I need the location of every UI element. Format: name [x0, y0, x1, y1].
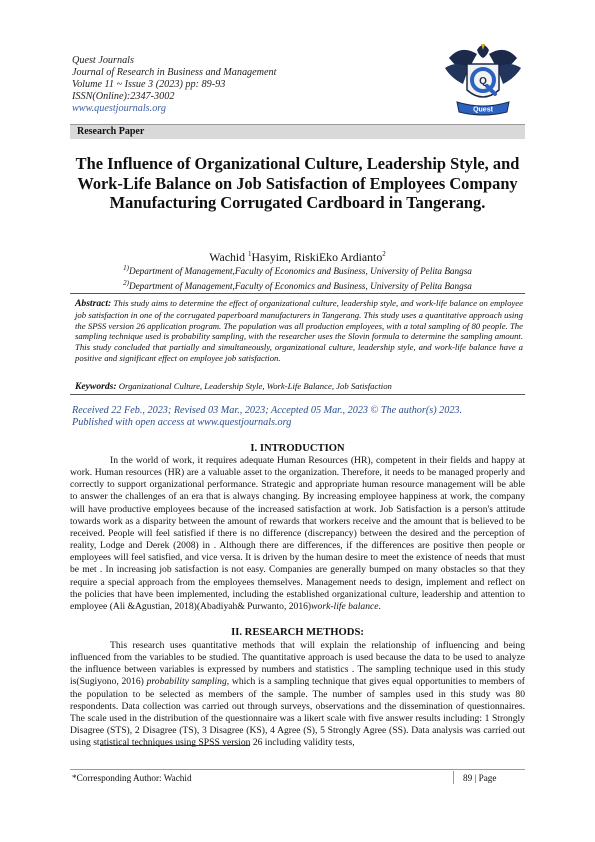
keywords-text: Organizational Culture, Leadership Style, Work-Life Balance, Job Satisfaction — [116, 381, 392, 391]
author-names-rest: Hasyim, RiskiEko Ardianto — [251, 249, 383, 264]
footer-corresponding-author: *Corresponding Author: Wachid — [72, 773, 192, 783]
section-bar — [70, 124, 525, 139]
affiliations — [70, 262, 525, 292]
affiliation-2: $^{2)}$Department of Management,Faculty of Economics and Business, University of Pelita Bangsa — [123, 279, 472, 292]
journal-issn: ISSN(Online):2347-3002 — [72, 90, 175, 102]
journal-header — [72, 55, 432, 115]
logo-ribbon-text: Quest — [473, 106, 493, 114]
journal-volume: Volume 11 ~ Issue 3 (2023) pp: 89-93 — [72, 78, 226, 90]
paper-title: The Influence of Organizational Culture, Leadership Style, and Work-Life Balance on Job Satisfaction of Employees Company Manufacturing Corrugated Cardboard in Tangerang. — [75, 154, 520, 213]
keywords-label: Keywords: — [75, 381, 117, 392]
received-line-2: Published with open access at www.questjournals.org — [72, 417, 292, 429]
methods-paragraph: This research uses quantitative methods that will explain the relationship of influencing and being influenced from the variables to be studied. The quantitative approach is used because the data to be used to analyze the influence between variables is expressed by numbers and statistics . The sampling technique used in this study is(Sugiyono, 2016) probability sampling, which is a sampling technique that gives equal opportunities to members of the population to be selected as members of the sample. The number of samples used in this study was 80 respondents. Data collection was carried out through surveys, observations and the dissemination of questionnaires. The scale used in the distribution of the questionnaire was a likert scale with five answer results including: 1 Strongly Disagree (STS), 2 Disagree (TS), 3 Disagree (KS), 4 Agree (S), 5 Strongly Agree (SS). Data analysis was carried out using statistical techniques using SPSS version 26 including validity tests, — [70, 640, 525, 749]
journal-website-link[interactable]: www.questjournals.org — [72, 102, 166, 114]
author-second-sup: 2 — [382, 250, 386, 258]
received-dates — [72, 405, 527, 429]
quest-journals-logo-icon — [443, 38, 523, 120]
author-first-sup: 1 — [247, 250, 252, 258]
received-line-1: Received 22 Feb., 2023; Revised 03 Mar., 2023; Accepted 05 Mar., 2023 © The author(s) 2023. — [72, 405, 463, 416]
keywords — [75, 381, 523, 393]
abstract — [75, 298, 523, 364]
footer-divider — [70, 769, 525, 770]
logo-letter: Q — [479, 76, 487, 87]
methods-heading: II. RESEARCH METHODS: — [231, 627, 364, 638]
journal-name: Quest Journals — [72, 55, 134, 66]
affiliation-1: $^{1)}$Department of Management,Faculty of Economics and Business, University of Pelita Bangsa — [123, 264, 472, 277]
abstract-label: Abstract: — [75, 298, 112, 309]
introduction-heading: I. INTRODUCTION — [250, 443, 345, 454]
footer-page-number: 89 | Page — [463, 773, 497, 783]
footnote-rule — [100, 745, 250, 746]
section-bar-label: Research Paper — [77, 126, 145, 137]
footer-separator — [453, 771, 454, 784]
introduction-paragraph: In the world of work, it requires adequate Human Resources (HR), competent in their fields and happy at work. Human resources (HR) are a valuable asset to the organization. Therefore, it needs to be managed properly and correctly to support organizational performance. Strategic and appropriate human resource management will be able to answer the challenges of an era that is always changing. By increasing employee happiness at work, the company will have productive employees because of the increased satisfaction at work. Job Satisfaction is a person's attitude towards work as a disparity between the amount of rewards that workers receive and the amount that is believed to be received. People will feel satisfied if there is no difference (discrepancy) between the desired and the perception of reality, Lodge and Derek (2008) in . Although there are differences, if the differences are positive then people or employees will feel satisfied, and vice versa. It is driven by the human desire to meet the existence of needs that must be met . In increasing job satisfaction is not easy. Companies are generally bumped on many obstacles so that they require a special approach from the employees themselves. Management needs to design, implement and reflect on the policies that have been implemented, including the established organizational culture, leadership and attention to employee (Ali &Agustian, 2018)(Abadiyah& Purwanto, 2016)work-life balance. — [70, 455, 525, 612]
author-first-name: Wachid — [209, 249, 248, 264]
abstract-text: This study aims to determine the effect of organizational culture, leadership style, and work-life balance on employee job satisfaction in one of the corrugated paperboard manufacturers in Tangerang. This study uses a quantitative approach using the SPSS version 26 application program. The population was all production employees, with a total sampling of 80 people. The sampling technique used is probability sampling, with the researcher uses the Slovin formula to determine the sampling amount. This study concluded that partially and simultaneously, organizational culture, leadership style, and work-life balance have a positive and significant effect on employee job satisfaction. — [75, 298, 523, 363]
journal-title: Journal of Research in Business and Management — [72, 66, 277, 78]
